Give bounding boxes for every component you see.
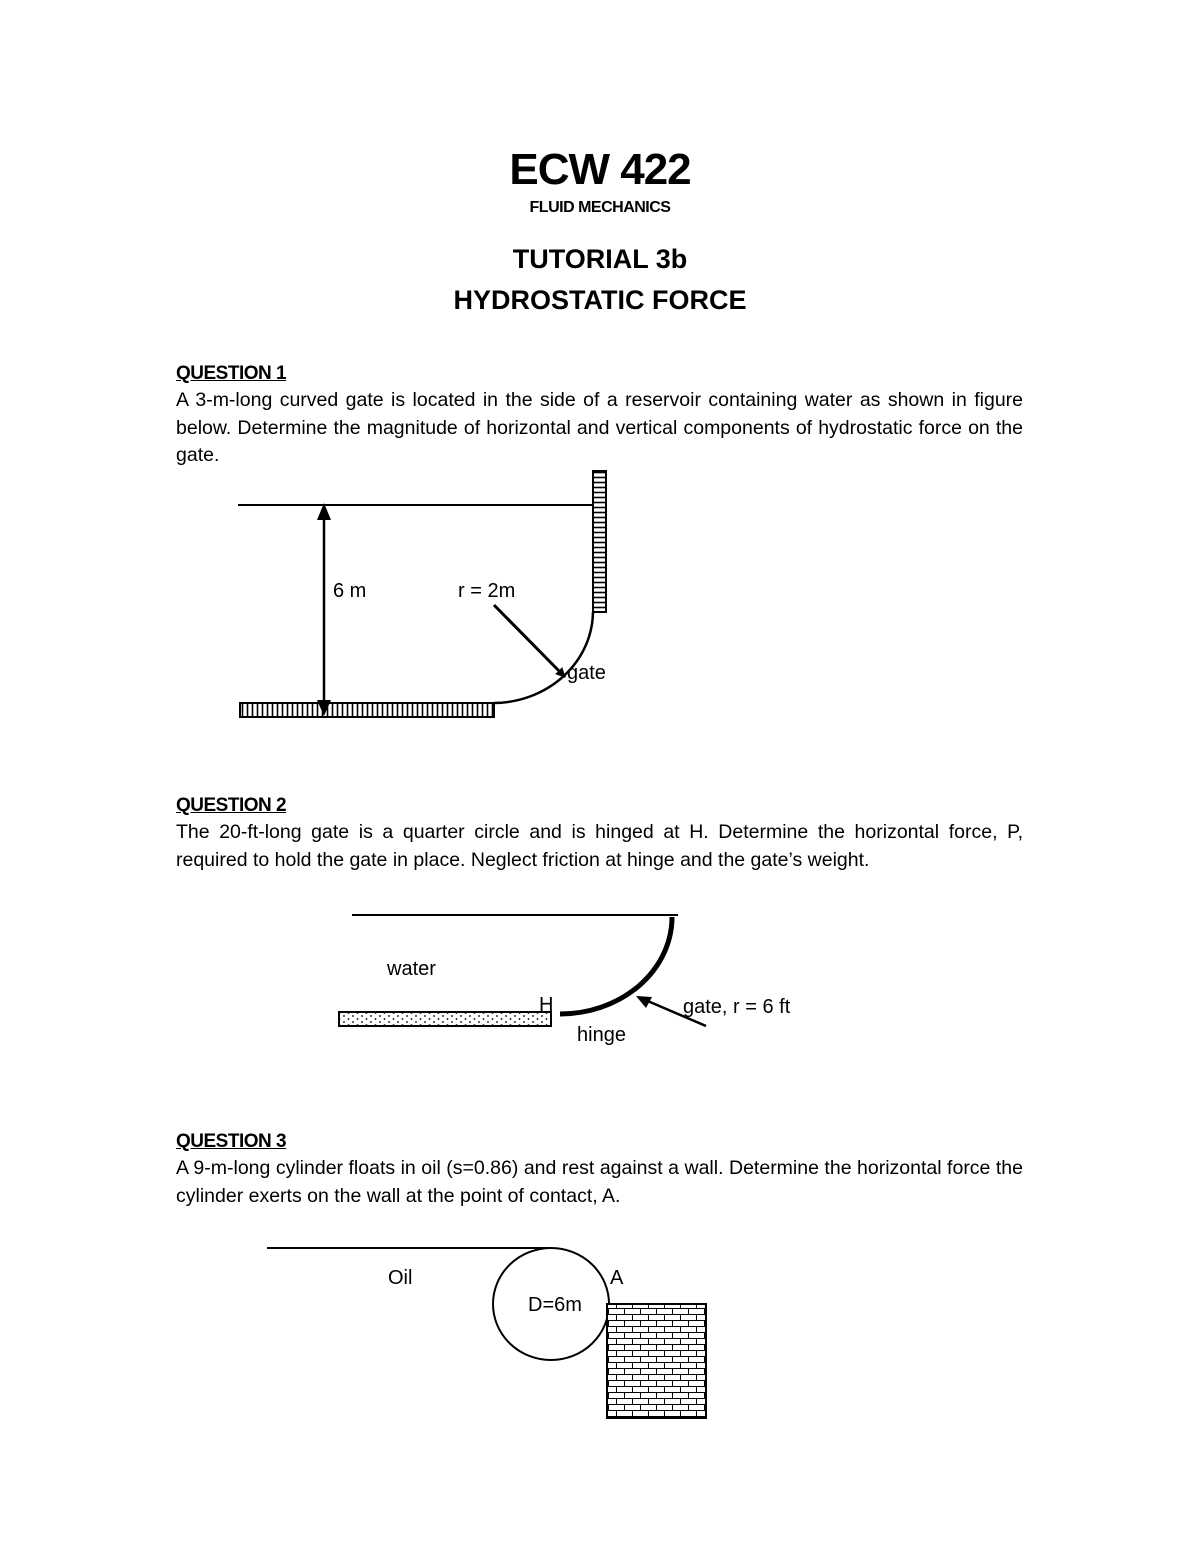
hinge-label: hinge — [577, 1024, 626, 1046]
depth-label: 6 m — [333, 580, 367, 602]
hinge-point-label: H — [539, 994, 554, 1016]
question-2-heading: QUESTION 2 — [176, 795, 287, 816]
course-code: ECW 422 — [509, 145, 691, 194]
oil-label: Oil — [388, 1267, 413, 1289]
subject-title: FLUID MECHANICS — [529, 199, 671, 216]
question-3-text: A 9-m-long cylinder floats in oil (s=0.86) and rest against a wall. Determine the horizontal force the cylinder exerts on the wall at the point of contact, A. — [176, 1157, 1023, 1207]
topic-title: HYDROSTATIC FORCE — [453, 285, 747, 315]
gate-label: gate — [567, 662, 606, 684]
radius-label: r = 2m — [458, 580, 516, 602]
contact-point-label: A — [610, 1267, 624, 1289]
gate-radius-label: gate, r = 6 ft — [683, 996, 791, 1018]
question-1-heading: QUESTION 1 — [176, 363, 287, 384]
question-3-heading: QUESTION 3 — [176, 1131, 287, 1152]
diameter-label: D=6m — [528, 1294, 582, 1316]
tutorial-title: TUTORIAL 3b — [512, 244, 688, 274]
question-1-text: A 3-m-long curved gate is located in the side of a reservoir containing water as shown in figure below. Determine the magnitude of horizontal and vertical components of hydrostatic force on the gate. — [176, 389, 1023, 466]
brick-wall — [607, 1304, 706, 1418]
water-label: water — [387, 958, 436, 980]
question-2-text: The 20-ft-long gate is a quarter circle and is hinged at H. Determine the horizontal force, P, required to hold the gate in place. Neglect friction at hinge and the gate’s weight. — [176, 821, 1023, 871]
